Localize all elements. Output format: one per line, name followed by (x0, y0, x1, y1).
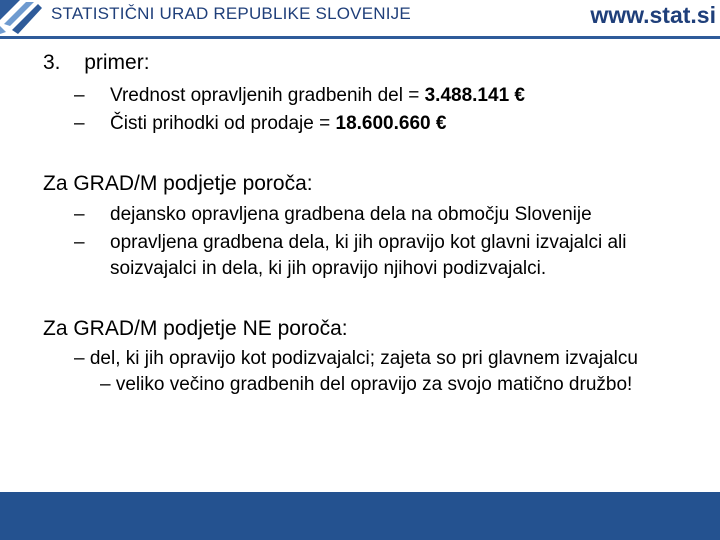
organization-name: STATISTIČNI URAD REPUBLIKE SLOVENIJE (51, 4, 411, 23)
website-link[interactable]: www.stat.si (590, 2, 716, 28)
header (0, 0, 720, 36)
list-item: – del, ki jih opravijo kot podizvajalci; zajeta so pri glavnem izvajalcu (74, 348, 638, 369)
list-bullet: – (74, 204, 85, 225)
list-item-continuation: soizvajalci in dela, ki jih opravijo njihovi podizvajalci. (110, 258, 547, 279)
footer-bar (0, 492, 720, 540)
list-bullet: – (74, 113, 85, 134)
list-bullet: – (74, 232, 85, 253)
header-divider (0, 36, 720, 39)
item-text: Čisti prihodki od prodaje = (110, 113, 336, 134)
list-item (110, 85, 525, 107)
list-item-continuation: – veliko večino gradbenih del opravijo za svojo matično družbo! (100, 374, 633, 395)
list-item (110, 113, 446, 135)
item-text: Vrednost opravljenih gradbenih del = (110, 85, 425, 106)
example-number: 3. (43, 51, 61, 74)
example-heading (43, 51, 150, 75)
example-label: primer: (84, 51, 150, 74)
list-bullet: – (74, 85, 85, 106)
not-reports-heading: Za GRAD/M podjetje NE poroča: (43, 317, 348, 340)
item-value: 3.488.141 € (424, 85, 525, 106)
list-item: dejansko opravljena gradbena dela na območju Slovenije (110, 204, 592, 225)
list-item: opravljena gradbena dela, ki jih opravijo kot glavni izvajalci ali (110, 232, 627, 253)
surs-logo-icon (0, 0, 44, 34)
item-value: 18.600.660 € (335, 113, 447, 134)
reports-heading: Za GRAD/M podjetje poroča: (43, 172, 313, 195)
